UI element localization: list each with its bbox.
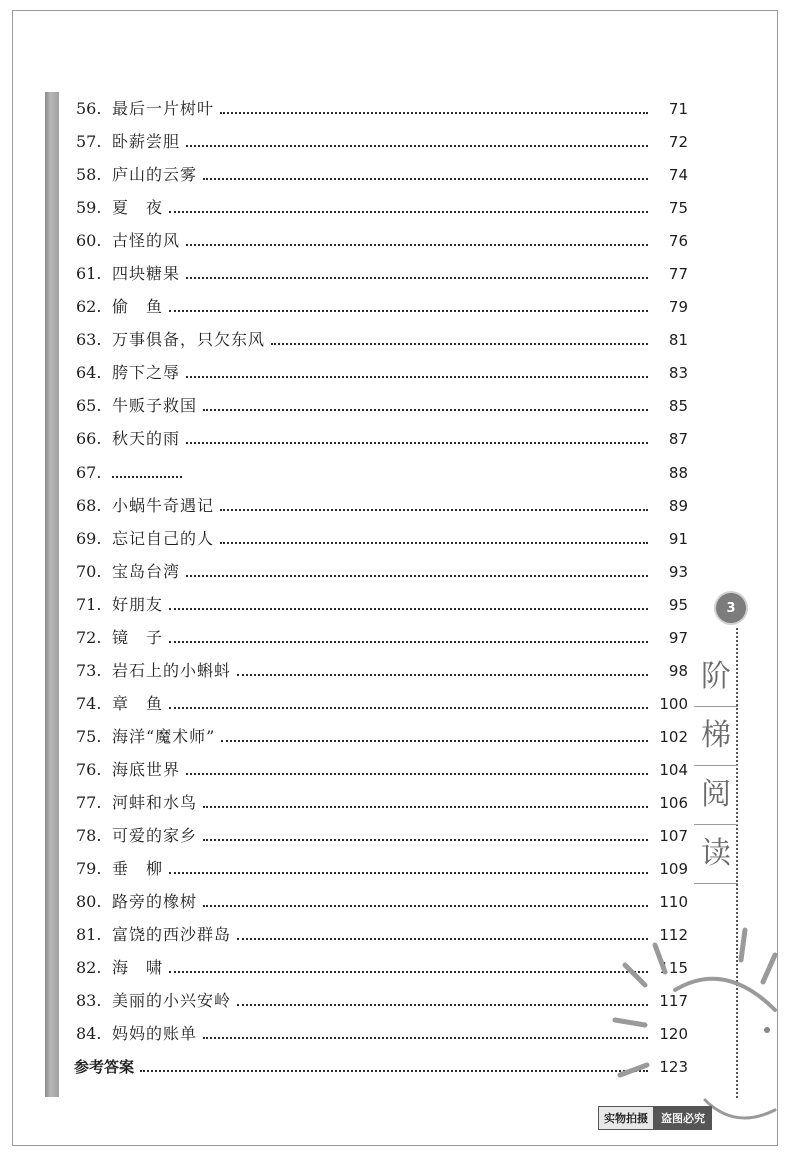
toc-entry-page: 85 [668,397,688,416]
page-badge-number: 3 [726,600,736,616]
toc-entry-number: 59. [76,198,102,218]
toc-entry-number: 79. [76,859,102,879]
toc-entry-title: 古怪的风 [112,231,181,251]
table-of-contents [76,97,688,1088]
toc-entry-page: 117 [659,992,688,1011]
toc-entry-number: 75. [76,726,102,746]
toc-entry [76,857,688,890]
toc-entry [76,626,688,659]
toc-entry [76,262,688,295]
toc-leader-dots [203,792,648,808]
toc-entry-title: 卧薪尝胆 [112,132,181,152]
toc-entry-page: 110 [659,893,688,912]
toc-entry-title: 万事俱备，只欠东风 [112,330,266,350]
toc-leader-dots [169,197,648,213]
toc-leader-dots [203,891,648,907]
toc-entry-title: 美丽的小兴安岭 [112,991,232,1011]
toc-entry-page: 75 [668,199,688,218]
toc-entry-number: 56. [76,99,102,118]
toc-leader-dots [203,395,648,411]
toc-entry [76,659,688,692]
toc-entry [76,692,688,725]
toc-entry-title: 小蜗牛奇遇记 [112,495,215,515]
toc-entry-title: 可爱的家乡 [112,826,198,846]
toc-entry-title: 偷 鱼 [112,297,164,317]
toc-entry [76,890,688,923]
toc-leader-dots [186,263,648,279]
toc-entry-title: 宝岛台湾 [112,561,181,581]
toc-entry-page: 95 [668,595,688,614]
toc-leader-dots [169,594,648,610]
series-title-char: 梯 [694,707,738,766]
toc-entry-number: 61. [76,264,102,284]
toc-entry-number: 82. [76,958,102,978]
toc-leader-dots [169,693,648,709]
toc-entry-page: 97 [668,628,688,647]
toc-leader-dots [220,528,648,544]
series-title-char: 阶 [694,648,738,707]
toc-entry-number: 74. [76,693,102,713]
series-title-char: 阅 [694,766,738,825]
toc-entry-title: 垂 柳 [112,859,164,879]
toc-entry [76,758,688,791]
toc-entry [76,97,688,130]
toc-leader-dots [112,462,182,478]
toc-entry [76,295,688,328]
toc-entry-title: 河蚌和水鸟 [112,792,198,812]
toc-entry-page: 71 [668,100,688,118]
toc-entry [76,824,688,857]
page-badge [716,593,746,623]
toc-leader-dots [220,98,648,114]
toc-entry-answers [74,1055,688,1088]
toc-entry [76,1022,688,1055]
toc-entry-page: 102 [659,727,688,746]
toc-entry-number: 60. [76,231,102,251]
toc-entry-title: 富饶的西沙群岛 [112,925,232,945]
toc-entry-page: 74 [668,166,688,185]
toc-entry-page: 89 [668,496,688,515]
toc-entry-number: 80. [76,892,102,912]
toc-entry [76,791,688,824]
toc-entry [76,494,688,527]
toc-leader-dots [186,561,648,577]
toc-entry [76,196,688,229]
toc-leader-dots [186,428,648,444]
toc-entry [76,163,688,196]
toc-entry-title: 好朋友 [112,594,164,614]
toc-leader-dots [237,660,648,676]
toc-entry-page: 98 [668,661,688,680]
toc-entry-page: 79 [668,298,688,317]
toc-entry-page: 81 [668,331,688,350]
series-title-char: 读 [694,825,738,884]
toc-entry-number: 63. [76,330,102,350]
toc-entry-title: 忘记自己的人 [112,528,215,548]
stamp-right-text: 盗图必究 [654,1106,712,1130]
toc-entry-number: 84. [76,1024,102,1044]
toc-entry [76,394,688,427]
toc-entry-number: 67. [76,462,102,482]
toc-leader-dots [237,990,648,1006]
toc-leader-dots [186,759,648,775]
toc-entry-number: 65. [76,396,102,416]
toc-entry [76,461,688,494]
toc-entry-title: 胯下之辱 [112,363,181,383]
toc-entry-page: 83 [668,364,688,383]
toc-entry-page: 115 [659,959,688,978]
toc-entry-title: 四块糖果 [112,264,181,284]
toc-leader-dots [186,230,648,246]
toc-entry-page: 100 [659,694,688,713]
toc-entry [76,956,688,989]
toc-entry-page: 91 [668,529,688,548]
toc-leader-dots [169,627,648,643]
toc-entry-number: 68. [76,495,102,515]
toc-entry-number: 78. [76,826,102,846]
toc-leader-dots [169,858,648,874]
toc-entry [76,328,688,361]
left-margin-bar [45,92,59,1097]
toc-leader-dots [169,296,648,312]
toc-entry-number: 57. [76,132,102,152]
toc-entry-number: 66. [76,429,102,449]
toc-entry-number: 83. [76,991,102,1011]
toc-entry [76,130,688,163]
toc-entry-title: 最后一片树叶 [112,99,215,118]
toc-entry-title: 秋天的雨 [112,429,181,449]
toc-entry [76,923,688,956]
toc-entry-title: 章 鱼 [112,693,164,713]
toc-entry-page: 123 [659,1058,688,1077]
toc-leader-dots [237,924,648,940]
toc-entry-title: 参考答案 [74,1058,135,1077]
toc-entry [76,560,688,593]
toc-leader-dots [203,825,648,841]
toc-entry-number: 58. [76,165,102,185]
toc-entry-page: 106 [659,793,688,812]
toc-entry-page: 107 [659,827,688,846]
toc-entry-title: 牛贩子救国 [112,396,198,416]
toc-entry-number: 72. [76,627,102,647]
toc-entry-page: 77 [668,265,688,284]
toc-entry-number: 62. [76,297,102,317]
toc-entry-page: 76 [668,232,688,251]
toc-entry [76,229,688,262]
toc-entry-page: 112 [659,926,688,945]
toc-entry-title: 海洋“魔术师” [112,726,216,746]
toc-entry [76,527,688,560]
toc-entry-number: 81. [76,925,102,945]
toc-leader-dots [140,1056,648,1072]
toc-entry-title: 路旁的橡树 [112,892,198,912]
toc-leader-dots [186,362,648,378]
toc-leader-dots [220,495,648,511]
toc-leader-dots [186,131,648,147]
toc-entry-title: 镜 子 [112,627,164,647]
toc-leader-dots [271,329,648,345]
toc-entry-page: 88 [668,463,688,482]
toc-entry-number: 64. [76,363,102,383]
toc-entry-page: 87 [668,430,688,449]
toc-entry [76,593,688,626]
stamp-left-text: 实物拍摄 [598,1106,654,1130]
toc-entry [76,725,688,758]
toc-entry-title: 庐山的云雾 [112,165,198,185]
toc-entry-number: 71. [76,594,102,614]
toc-leader-dots [221,726,648,742]
toc-entry-page: 93 [668,562,688,581]
toc-entry-page: 120 [659,1025,688,1044]
toc-entry-title: 岩石上的小蝌蚪 [112,660,232,680]
toc-entry-number: 77. [76,792,102,812]
toc-entry-page: 72 [668,133,688,152]
toc-leader-dots [203,164,648,180]
toc-entry-number: 70. [76,561,102,581]
toc-entry-page: 109 [659,860,688,879]
toc-leader-dots [203,1023,648,1039]
toc-entry [76,989,688,1022]
toc-entry-title: 海底世界 [112,759,181,779]
toc-entry [76,361,688,394]
toc-entry-title: 妈妈的账单 [112,1024,198,1044]
toc-entry [76,427,688,460]
series-title-vertical [686,648,746,884]
toc-entry-number: 73. [76,660,102,680]
toc-entry-number: 76. [76,759,102,779]
sun-decoration-icon [605,900,785,1140]
toc-entry-title: 夏 夜 [112,198,164,218]
toc-leader-dots [169,957,648,973]
watermark-stamp [598,1106,712,1130]
toc-entry-number: 69. [76,528,102,548]
toc-entry-page: 104 [659,760,688,779]
toc-entry-title: 海 啸 [112,958,164,978]
